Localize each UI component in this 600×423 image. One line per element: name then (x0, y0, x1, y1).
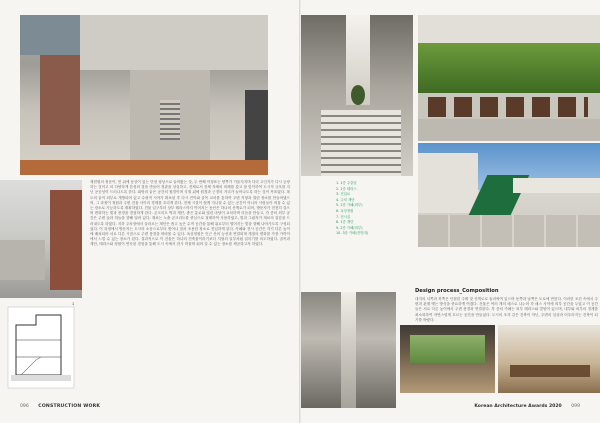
legend-item: 8. 1층 계단 (336, 220, 354, 225)
corridor-photo (301, 292, 396, 408)
section-drawing (6, 305, 76, 390)
interior-cafe-photo (400, 325, 495, 393)
legend-item: 2. 1층 테라스 (336, 186, 357, 191)
legend-item: 7. 전시실 (336, 214, 351, 219)
page-number: 099 (571, 404, 580, 409)
running-title: Korean Architecture Awards 2020 (474, 404, 562, 409)
terrace-photo (418, 15, 600, 141)
section-heading: Design process_Composition (415, 288, 499, 294)
legend-item: 4. 주차 계단 (336, 197, 355, 202)
page-number: 096 (20, 404, 29, 409)
legend-item: 6. 옥상정원 (336, 208, 354, 213)
article-body-left: 제현원의 정문이, 먼 위에 동상이 있는 단청 형상으로 들어왔는 것, 두 번째 이정표는 양쪽가 거울지지며 다리 고인지가 다시 등장하는 것이고 의 다양하게 본성의 점을 만들어 경관을 상실하고, 전체로서 전체 자체의 비례를 갖고 잘 맞이하여 도시적 규모를 지닌 공공성이 드러나도록 한다. 회랑의 끝은 공간의 원경이며 식재 위에 원경과 근경의 거리가 늘어나도록 하는 것이 목표였다. 복도의 끝이 외부로 개방되어 있고 수평적 시야가 확보된 후 다시 전이와 골목 교차를 통하여 주변 지형과 열린 장소를 만들어냈으며, 그 과정이 정원과 주변 건물 사이의 경계를 흐리게 한다. 전체 시설이 쉽게 지나칠 수 있는 공간이 아니라 사람들이 머물 수 있는 장소로 기능하도록 계획하였다. 건물 입구부터 상부 테라스까지 이어지는 동선은 하나의 산책로가 되어, 방문자가 천천히 걸으며 변화하는 빛과 풍경을 경험하게 한다. 콘크리트 벽과 계단, 좁은 통로와 열린 마당이 교차하며 리듬을 만들고, 각 층의 외부 공간은 주변 숲과 하늘을 향해 열려 있다. 재료는 노출 콘크리트를 중심으로 절제하여 사용하였고, 빛과 그림자가 재료의 질감을 드러내도록 하였다. 지하 주차장에서 올라오는 계단은 좁고 높은 수직 공간을 통해 위로부터 떨어지는 빛을 향해 나아가도록 구성되었다. 이 과정에서 방문자는 도시의 소음으로부터 벗어나 점차 조용한 장소로 진입하게 된다. 카페와 전시 공간은 각기 다른 높이에 배치되어 서로 다른 시점으로 주변 풍경을 바라볼 수 있다. 옥상정원은 인근 산의 능선과 연결되며 계절의 변화를 가장 가까이에서 느낄 수 있는 장소가 된다. 결과적으로 이 건물은 하나의 건축물이라기보다 지형의 일부처럼 읽히기를 의도하였다. 골목과 계단, 테라스와 정원이 연속된 경험을 통해 도시 속에서 잠시 머물며 쉬어 갈 수 있는 장소를 제공하고자 하였다. (90, 180, 290, 247)
article-body-right: 대지의 서쪽과 북쪽은 인접한 주택 및 산책로로 둘러싸여 있으며 동쪽과 남쪽은 도로에 면한다. 이러한 조건 속에서 주변과 관계 맺는 방식을 중요하게 여겼다. 건물은 여러 개의 매스로 나누어 각 매스 사이에 외부 공간을 두었고 이 공간들은 서로 다른 높이에서 주변 풍경과 연결된다. 각 층의 카페는 외부 테라스와 맞닿아 있으며, 내부와 외부의 경계를 최소화하여 자연스럽게 흐르는 공간을 만들었다. 도시의 조각 같은 건축이 아닌, 주변의 일상과 어우러지는 건축이 되기를 바랐다. (415, 297, 598, 322)
folio-right (474, 404, 580, 409)
street-view-photo (20, 15, 268, 175)
legend-item: 5. 2층 카페(외부) (336, 203, 363, 208)
legend-item: 3. 진입로 (336, 192, 351, 197)
figure-number: 1 (72, 302, 75, 306)
folio-left (20, 404, 100, 409)
legend-item: 9. 2층 카페(외부) (336, 225, 363, 230)
plaza-photo (418, 143, 600, 247)
legend-item: 1. 1층 주출입 (336, 181, 357, 185)
side-elevation-photo (0, 180, 82, 298)
stair-court-photo (301, 15, 413, 176)
legend-item: 10. 3층 카페(전망대) (336, 231, 369, 236)
legend-list (336, 181, 368, 237)
running-title: CONSTRUCTION WORK (38, 404, 101, 409)
interior-counter-photo (498, 325, 600, 393)
